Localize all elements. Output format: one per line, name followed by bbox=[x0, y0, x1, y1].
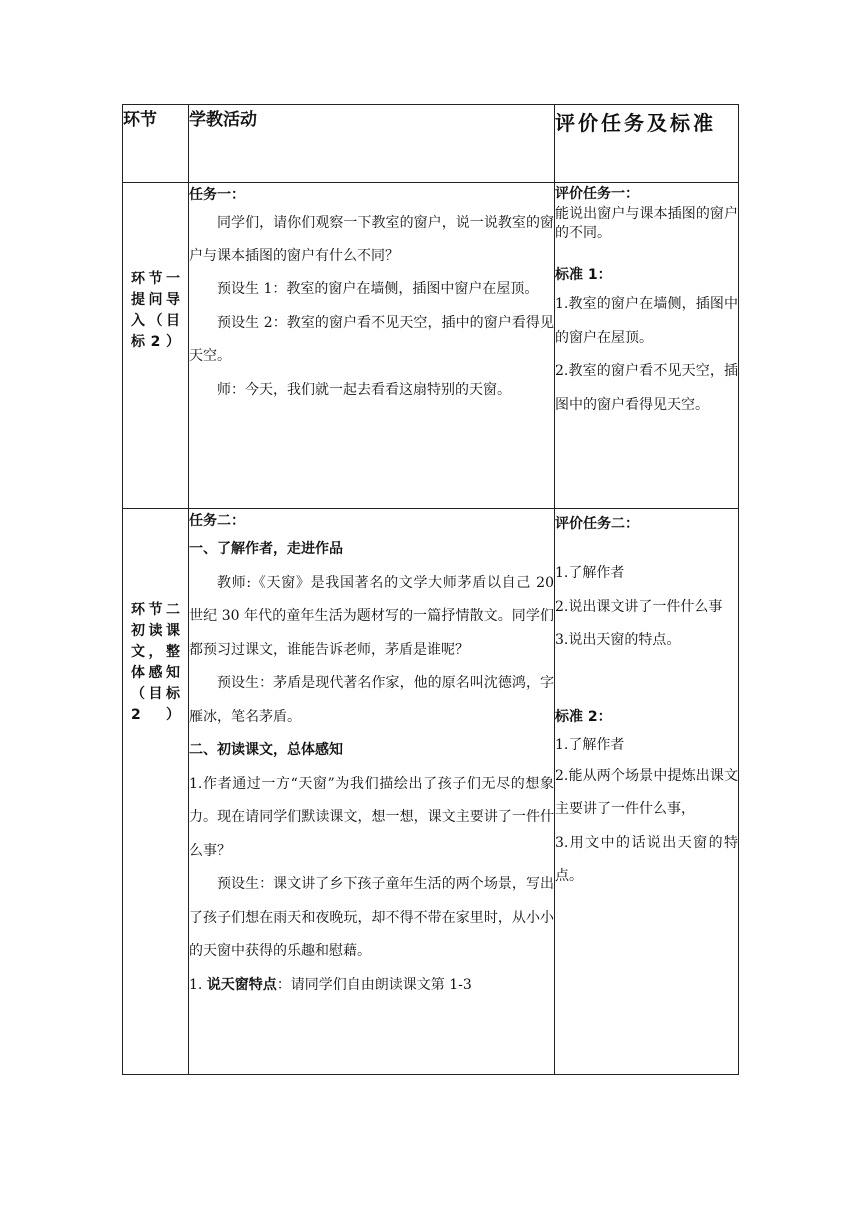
task-2-para-5-bold: 说天窗特点 bbox=[206, 976, 277, 993]
task-2-title: 任务二： bbox=[189, 513, 245, 529]
task-2-para-2: 预设生：茅盾是现代著名作家，他的原名叫沈德鸿，字雁冰，笔名茅盾。 bbox=[189, 675, 554, 725]
section-2-label-cell bbox=[123, 509, 189, 1075]
section-1-label-cell bbox=[123, 183, 189, 509]
standard-2-item-1: 1.了解作者 bbox=[555, 736, 625, 753]
eval-2-item-3: 3.说出天窗的特点。 bbox=[555, 632, 681, 648]
section-row-2 bbox=[123, 509, 739, 1075]
section-2-label: 环节二初读课文，整体感知（目标2） bbox=[131, 602, 180, 723]
task-2-para-4: 预设生：课文讲了乡下孩子童年生活的两个场景，写出了孩子们想在雨天和夜晚玩，却不得不带在家里时，从小小的天窗中获得的乐趣和慰藉。 bbox=[189, 876, 554, 959]
task-2-subheading-1: 一、了解作者，走进作品 bbox=[189, 541, 343, 557]
task-1-para-1: 同学们，请你们观察一下教室的窗户，说一说教室的窗户与课本插图的窗户有什么不同？ bbox=[189, 215, 554, 264]
eval-1-title: 评价任务一： bbox=[555, 186, 639, 202]
standard-1-title: 标准 1： bbox=[555, 267, 612, 283]
task-2-para-3: 1.作者通过一方“天窗”为我们描绘出了孩子们无尽的想象力。现在请同学们默读课文，想一想，课文主要讲了一件什么事？ bbox=[189, 775, 554, 859]
task-1-title: 任务一： bbox=[189, 187, 245, 203]
standard-2-item-3: 3.用文中的话说出天窗的特点。 bbox=[555, 834, 738, 884]
standard-1-item-1: 1.教室的窗户在墙侧，插图中的窗户在屋顶。 bbox=[555, 296, 738, 346]
header-stage: 环节 bbox=[123, 105, 189, 183]
header-evaluation: 评价任务及标准 bbox=[555, 105, 739, 183]
section-2-evaluation bbox=[555, 509, 739, 1075]
task-1-para-4: 师：今天，我们就一起去看看这扇特别的天窗。 bbox=[217, 381, 511, 398]
section-2-activities bbox=[189, 509, 555, 1075]
eval-2-item-1: 1.了解作者 bbox=[555, 565, 625, 581]
task-2-para-5-num: 1. bbox=[189, 976, 207, 993]
header-row bbox=[123, 105, 739, 183]
lesson-plan-table bbox=[122, 104, 739, 1075]
standard-2-title: 标准 2： bbox=[555, 708, 612, 725]
eval-2-item-2: 2.说出课文讲了一件什么事 bbox=[555, 598, 723, 615]
task-1-para-3: 预设生 2：教室的窗户看不见天空，插中的窗户看得见天空。 bbox=[189, 314, 554, 364]
eval-2-title: 评价任务二： bbox=[555, 516, 639, 532]
section-1-evaluation bbox=[555, 183, 739, 509]
task-1-para-2: 预设生 1：教室的窗户在墙侧，插图中窗户在屋顶。 bbox=[217, 281, 539, 297]
header-activities: 学教活动 bbox=[189, 105, 555, 183]
section-1-label: 环节一提问导入（目标2） bbox=[131, 271, 180, 350]
standard-2-item-2: 2.能从两个场景中提炼出课文主要讲了一件什么事， bbox=[555, 767, 738, 817]
standard-1-item-2: 2.教室的窗户看不见天空，插图中的窗户看得见天空。 bbox=[555, 363, 738, 413]
eval-1-desc: 能说出窗户与课本插图的窗户的不同。 bbox=[555, 206, 738, 241]
task-2-para-5 bbox=[189, 969, 554, 1003]
section-row-1 bbox=[123, 183, 739, 509]
task-2-para-1: 教师:《天窗》是我国著名的文学大师茅盾以自己 20 世纪 30 年代的童年生活为题材写的一篇抒情散文。同学们都预习过课文，谁能告诉老师，茅盾是谁呢？ bbox=[189, 574, 554, 658]
section-1-activities bbox=[189, 183, 555, 509]
task-2-para-5-rest: ：请同学们自由朗读课文第 1-3 bbox=[276, 976, 472, 993]
task-2-subheading-2: 二、初读课文，总体感知 bbox=[189, 742, 343, 758]
